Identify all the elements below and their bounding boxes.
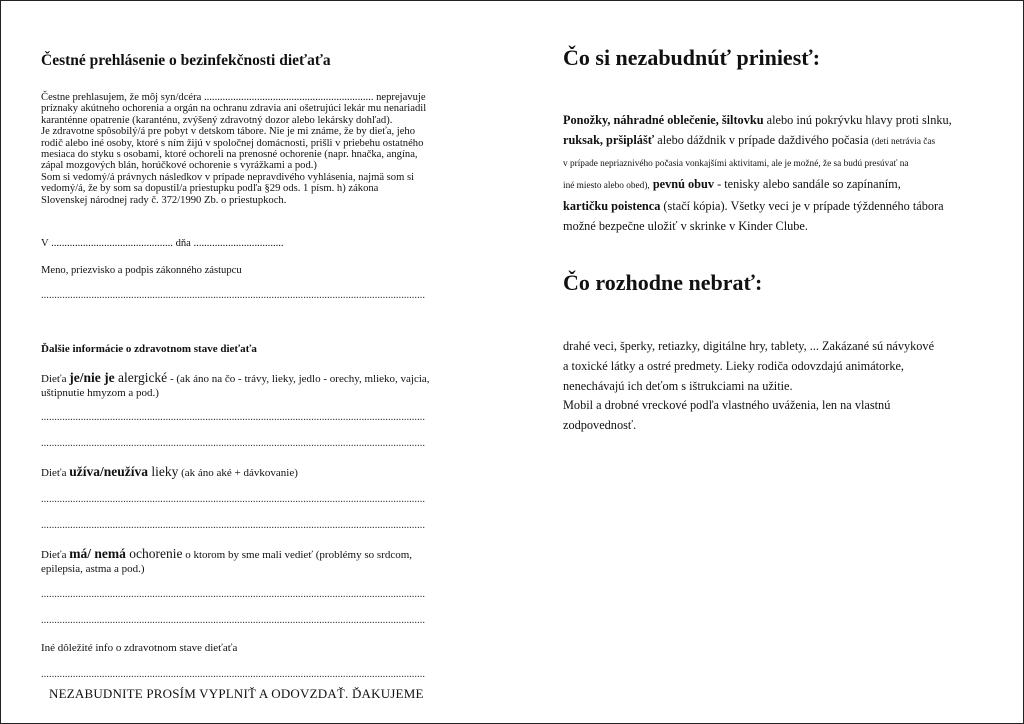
illness-question xyxy=(41,547,476,576)
allergy-hint-line2: uštipnutie hmyzom a pod.) xyxy=(41,386,159,399)
illness-dotted-line: ................................................................................................................................................. xyxy=(41,615,426,626)
declaration-line: karanténne opatrenie (karanténu, zvýšený zdravotný dozor alebo lekársky dohľad). xyxy=(41,114,393,126)
notbring-text xyxy=(563,337,993,436)
notbring-title: Čo rozhodne nebrať: xyxy=(563,270,763,295)
declaration-line: Čestne prehlasujem, že môj syn/dcéra ................................................................ neprejavuje xyxy=(41,92,426,103)
declaration-line: Slovenskej národnej rady č. 372/1990 Zb. o priestupkoch. xyxy=(41,194,287,206)
bring-text-part: možné bezpečne uložiť v skrinke v Kinder Clube. xyxy=(563,219,808,233)
medication-options: užíva/neužíva xyxy=(69,464,148,479)
bring-note: (deti netrávia čas xyxy=(871,137,936,147)
illness-hint: o ktorom by sme mali vedieť (problémy so srdcom, xyxy=(182,549,413,561)
bring-text-part: alebo inú pokrývku hlavy proti slnku, xyxy=(763,113,952,127)
place-date-line: V .............................................. dňa .................................. xyxy=(41,238,284,249)
illness-hint-line2: epilepsia, astma a pod.) xyxy=(41,562,145,575)
allergy-dotted-line: ................................................................................................................................................. xyxy=(41,412,426,423)
bring-items-insurance-card: kartičku poistenca xyxy=(563,199,661,213)
other-info-dotted-line: ................................................................................................................................................. xyxy=(41,669,426,680)
footer-reminder: NEZABUDNITE PROSÍM VYPLNIŤ A ODOVZDAŤ. ĎAKUJEME xyxy=(49,686,424,701)
medication-question xyxy=(41,465,476,481)
declaration-line: Je zdravotne spôsobilý/á pre pobyt v detskom tábore. Nie je mi známe, že by dieťa, jeho xyxy=(41,126,416,138)
signature-label: Meno, priezvisko a podpis zákonného zástupcu xyxy=(41,265,242,276)
declaration-line: vedomý/á, že by som sa dopustil/a priestupku podľa §29 ods. 1 písm. h) zákona xyxy=(41,183,379,195)
declaration-title: Čestné prehlásenie o bezinfekčnosti dieťaťa xyxy=(41,52,331,69)
bring-items-clothes: Ponožky, náhradné oblečenie, šiltovku xyxy=(563,113,764,127)
illness-options: má/ nemá xyxy=(69,546,126,561)
allergy-question xyxy=(41,371,476,400)
medication-prefix: Dieťa xyxy=(41,467,70,479)
declaration-text xyxy=(41,92,481,206)
bring-title: Čo si nezabudnúť priniesť: xyxy=(563,45,821,70)
other-info-question: Iné dôležité info o zdravotnom stave dieťaťa xyxy=(41,642,238,654)
notbring-line: Mobil a drobné vreckové podľa vlastného uváženia, len na vlastnú xyxy=(563,398,891,413)
medication-dotted-line: ................................................................................................................................................. xyxy=(41,520,426,531)
bring-text xyxy=(563,110,993,236)
bring-text-part: (stačí kópia). Všetky veci je v prípade týždenného tábora xyxy=(660,199,944,213)
bring-note: v prípade nepriaznivého počasia vonkajšími aktivitami, ale je možné, že sa budú presúvať na xyxy=(563,159,909,169)
notbring-line: zodpovednosť. xyxy=(563,418,637,433)
medication-dotted-line: ................................................................................................................................................. xyxy=(41,494,426,505)
declaration-line: rodič alebo iné osoby, ktoré s ním žijú v spoločnej domácnosti, prišli v priebehu ostatného xyxy=(41,137,424,149)
bring-text-part: - tenisky alebo sandále so zapínaním, xyxy=(714,177,901,191)
allergy-hint: - (ak áno na čo - trávy, lieky, jedlo - orechy, mlieko, vajcia, xyxy=(167,373,430,385)
illness-dotted-line: ................................................................................................................................................. xyxy=(41,589,426,600)
allergy-options: je/nie je xyxy=(69,370,115,385)
medication-keyword: lieky xyxy=(147,464,179,479)
declaration-line: príznaky akútneho ochorenia a orgán na ochranu zdravia ani ošetrujúci lekár mu nenariadil xyxy=(41,103,427,115)
illness-keyword: ochorenie xyxy=(125,546,183,561)
more-info-title: Ďalšie informácie o zdravotnom stave dieťaťa xyxy=(41,343,257,355)
declaration-line: Som si vedomý/á právnych následkov v prípade nepravdivého vyhlásenia, najmä som si xyxy=(41,171,415,183)
allergy-prefix: Dieťa xyxy=(41,373,70,385)
notbring-line: drahé veci, šperky, retiazky, digitálne hry, tablety, ... Zakázané sú návykové xyxy=(563,339,935,353)
declaration-line: zápal mozgových blán, horúčkové ochorenie s vyrážkami a pod.) xyxy=(41,160,317,172)
illness-prefix: Dieťa xyxy=(41,549,70,561)
bring-items-shoes: pevnú obuv xyxy=(649,177,714,191)
bring-text-part: alebo dáždnik v prípade daždivého počasia xyxy=(654,133,872,147)
declaration-line: mesiaca do styku s osobami, ktoré ochoreli na prenosné ochorenie (napr. hnačka, angína, xyxy=(41,149,418,161)
notbring-line: a toxické látky a ostré predmety. Lieky rodiča odovzdajú animátorke, xyxy=(563,358,904,373)
allergy-dotted-line: ................................................................................................................................................. xyxy=(41,438,426,449)
bring-items-bag: ruksak, pršiplášť xyxy=(563,133,655,147)
allergy-keyword: alergické xyxy=(114,370,168,385)
notbring-line: nenechávajú ich deťom s ištrukciami na užitie. xyxy=(563,378,793,393)
signature-dotted-line: ................................................................................................................................................. xyxy=(41,290,426,301)
medication-hint: (ak áno aké + dávkovanie) xyxy=(178,467,298,479)
bring-note: iné miesto alebo obed), xyxy=(563,181,650,191)
